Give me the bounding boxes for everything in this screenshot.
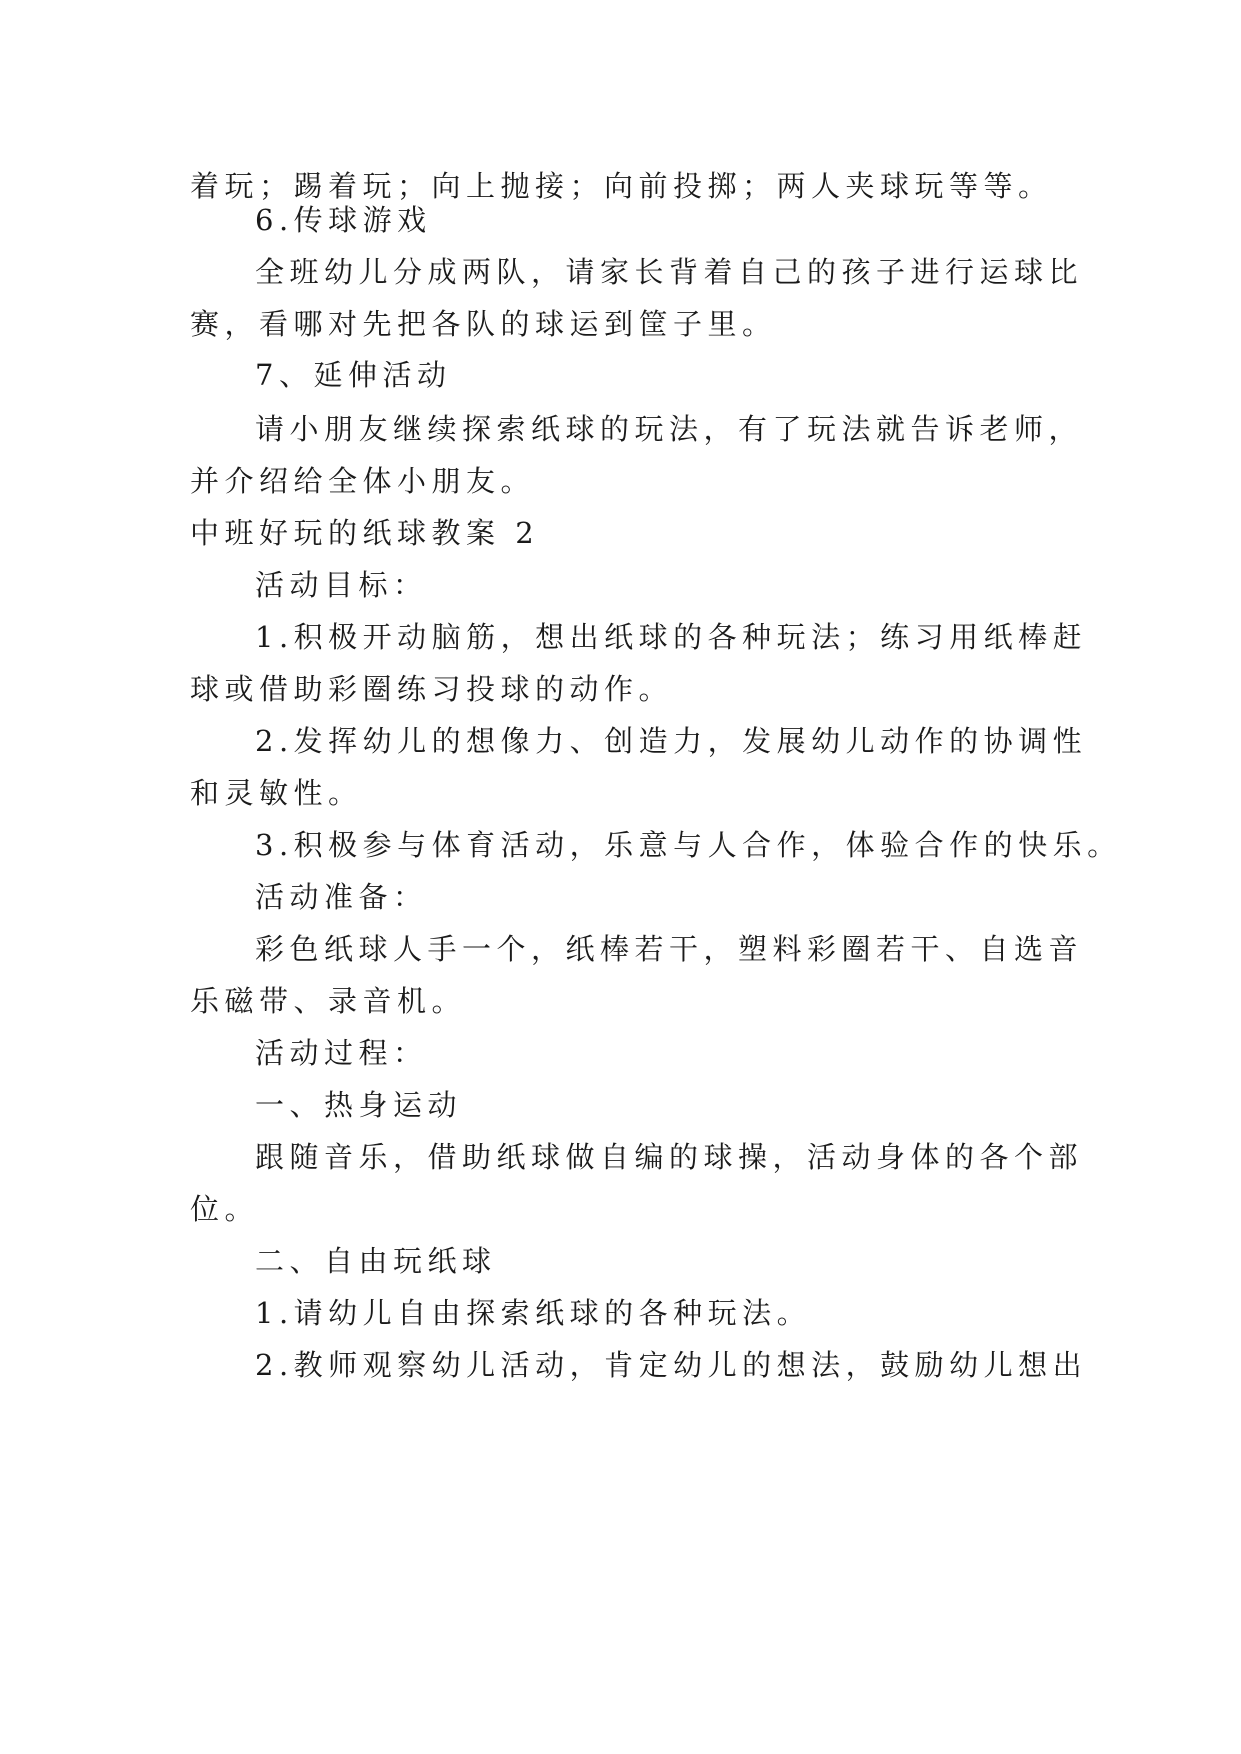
text-line: 2.教师观察幼儿活动，肯定幼儿的想法，鼓励幼儿想出 xyxy=(255,1348,1088,1382)
text-line: 彩色纸球人手一个，纸棒若干，塑料彩圈若干、自选音 xyxy=(255,932,1084,966)
text-line: 球或借助彩圈练习投球的动作。 xyxy=(190,672,674,706)
text-line: 3.积极参与体育活动，乐意与人合作，体验合作的快乐。 xyxy=(255,828,1122,862)
section-heading: 活动过程： xyxy=(255,1036,428,1070)
text-line: 1.请幼儿自由探索纸球的各种玩法。 xyxy=(255,1296,812,1330)
text-line: 1.积极开动脑筋，想出纸球的各种玩法；练习用纸棒赶 xyxy=(255,620,1088,654)
section-heading: 活动准备： xyxy=(255,880,428,914)
text-line: 赛，看哪对先把各队的球运到筐子里。 xyxy=(190,307,777,341)
text-line: 全班幼儿分成两队，请家长背着自己的孩子进行运球比 xyxy=(255,255,1084,289)
section-heading: 二、自由玩纸球 xyxy=(255,1244,497,1278)
text-line: 位。 xyxy=(190,1192,260,1226)
section-heading: 活动目标： xyxy=(255,568,428,602)
text-line: 并介绍给全体小朋友。 xyxy=(190,464,536,498)
text-line: 请小朋友继续探索纸球的玩法，有了玩法就告诉老师， xyxy=(255,412,1084,446)
text-line: 和灵敏性。 xyxy=(190,776,363,810)
text-line: 着玩；踢着玩；向上抛接；向前投掷；两人夹球玩等等。 xyxy=(190,169,1053,203)
text-line: 跟随音乐，借助纸球做自编的球操，活动身体的各个部 xyxy=(255,1140,1084,1174)
text-line: 2.发挥幼儿的想像力、创造力，发展幼儿动作的协调性 xyxy=(255,724,1088,758)
section-heading: 7、延伸活动 xyxy=(255,358,452,392)
document-title: 中班好玩的纸球教案 2 xyxy=(190,516,540,550)
text-line: 乐磁带、录音机。 xyxy=(190,984,467,1018)
section-heading: 一、热身运动 xyxy=(255,1088,463,1122)
section-heading: 6.传球游戏 xyxy=(255,203,432,237)
